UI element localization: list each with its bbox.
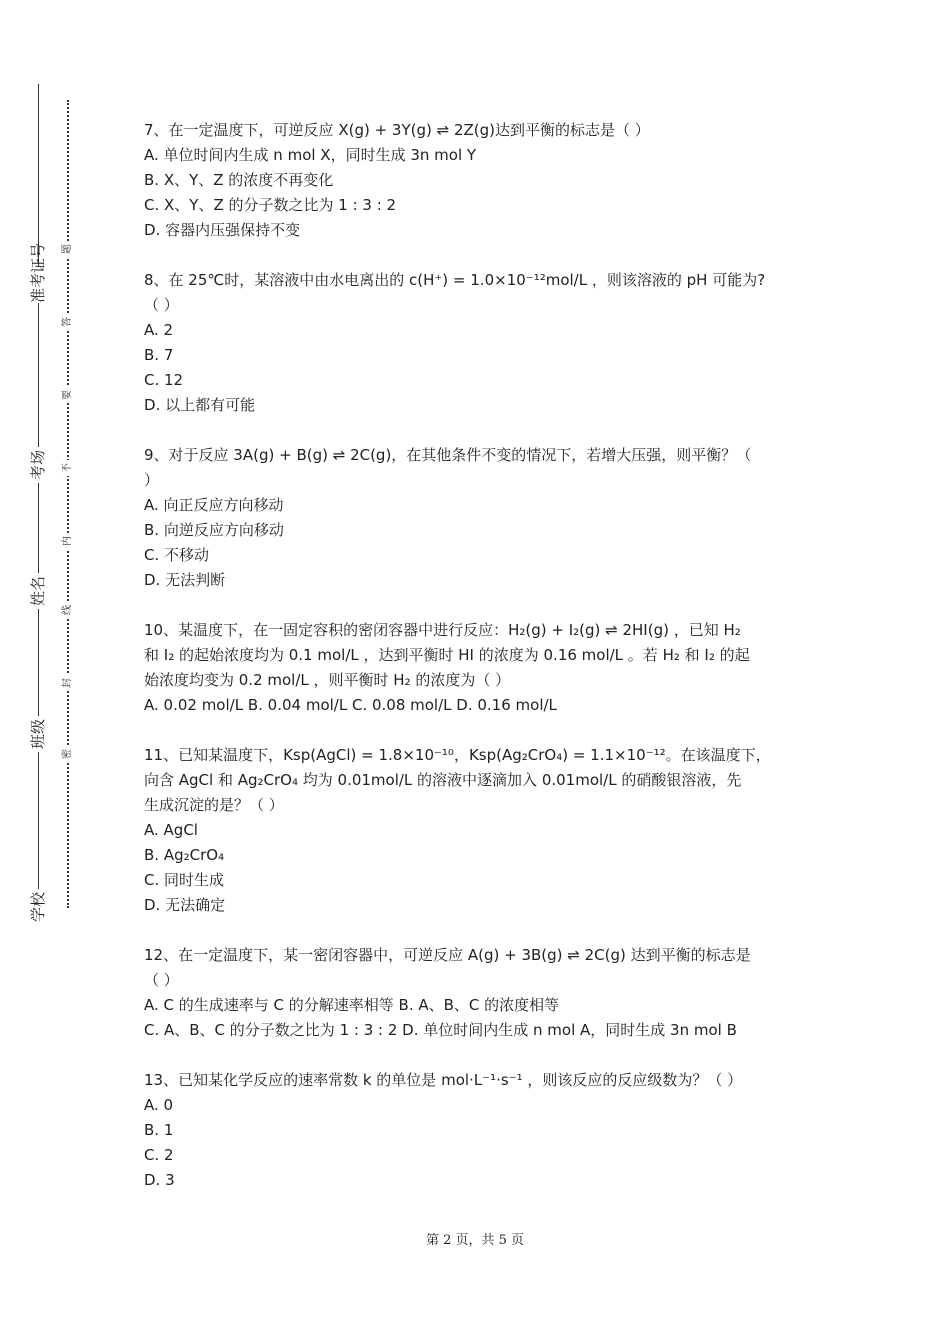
seal-char-8: 密 <box>62 746 74 762</box>
question-stem-cont: （ ） <box>144 296 179 314</box>
option-a: A. 2 <box>144 321 174 339</box>
seal-char-4: 不 <box>62 460 74 476</box>
option-c: C. 2 <box>144 1146 174 1164</box>
option-a: A. 0 <box>144 1096 174 1114</box>
question-9 <box>144 443 816 593</box>
option-b: B. X、Y、Z 的浓度不再变化 <box>144 171 334 189</box>
page-footer: 第 2 页，共 5 页 <box>425 1233 525 1248</box>
name-label: 姓名 <box>29 573 47 609</box>
option-a: A. 向正反应方向移动 <box>144 496 284 514</box>
option-a: A. AgCl <box>144 821 198 839</box>
option-d: D. 3 <box>144 1171 175 1189</box>
question-stem: 7、在一定温度下，可逆反应 X(g) + 3Y(g) ⇌ 2Z(g)达到平衡的标志是（ ） <box>144 121 650 139</box>
option-c: C. 同时生成 <box>144 871 225 889</box>
question-stem-cont: ） <box>144 471 160 489</box>
seal-char-2: 答 <box>62 314 74 330</box>
school-label: 学校 <box>29 889 47 925</box>
question-stem: 12、在一定温度下，某一密闭容器中，可逆反应 A(g) + 3B(g) ⇌ 2C(g) 达到平衡的标志是 <box>144 946 751 964</box>
option-c: C. 不移动 <box>144 546 210 564</box>
question-10 <box>144 618 816 718</box>
question-13 <box>144 1068 816 1193</box>
question-stem-cont: 和 I₂ 的起始浓度均为 0.1 mol/L ，达到平衡时 HI 的浓度为 0.16 mol/L 。若 H₂ 和 I₂ 的起 <box>144 646 750 664</box>
option-d: D. 容器内压强保持不变 <box>144 221 301 239</box>
question-stem: 11、已知某温度下，Ksp(AgCl) = 1.8×10⁻¹⁰，Ksp(Ag₂CrO₄) = 1.1×10⁻¹²。在该温度下， <box>144 746 771 764</box>
question-stem: 10、某温度下，在一固定容积的密闭容器中进行反应：H₂(g) + I₂(g) ⇌ 2HI(g) ，已知 H₂ <box>144 621 741 639</box>
question-stem: 9、对于反应 3A(g) + B(g) ⇌ 2C(g)，在其他条件不变的情况下，若增大压强，则平衡？（ <box>144 446 752 464</box>
option-d: D. 无法判断 <box>144 571 226 589</box>
options-cd: C. A、B、C 的分子数之比为 1 : 3 : 2 D. 单位时间内生成 n mol A，同时生成 3n mol B <box>144 1021 737 1039</box>
seal-char-6: 线 <box>62 602 74 618</box>
question-stem-cont: 向含 AgCl 和 Ag₂CrO₄ 均为 0.01mol/L 的溶液中逐滴加入 0.01mol/L 的硝酸银溶液，先 <box>144 771 742 789</box>
question-stem-cont: 始浓度均变为 0.2 mol/L ，则平衡时 H₂ 的浓度为（ ） <box>144 671 511 689</box>
option-d: D. 无法确定 <box>144 896 226 914</box>
question-12 <box>144 943 816 1043</box>
seal-char-1: 题 <box>62 241 74 257</box>
question-stem-cont: 生成沉淀的是？（ ） <box>144 796 284 814</box>
seal-char-7: 封 <box>62 675 74 691</box>
binding-solid-line <box>38 84 39 922</box>
option-a: A. 单位时间内生成 n mol X，同时生成 3n mol Y <box>144 146 477 164</box>
question-list <box>144 118 816 1218</box>
binding-dotted-line <box>67 100 69 908</box>
seal-char-5: 内 <box>62 533 74 549</box>
options-ab: A. C 的生成速率与 C 的分解速率相等 B. A、B、C 的浓度相等 <box>144 996 560 1014</box>
option-b: B. 7 <box>144 346 174 364</box>
question-stem: 13、已知某化学反应的速率常数 k 的单位是 mol·L⁻¹·s⁻¹ ，则该反应的反应级数为？（ ） <box>144 1071 743 1089</box>
option-b: B. 1 <box>144 1121 174 1139</box>
options-inline: A. 0.02 mol/L B. 0.04 mol/L C. 0.08 mol/L D. 0.16 mol/L <box>144 696 557 714</box>
question-11 <box>144 743 816 918</box>
question-8 <box>144 268 816 418</box>
exam-room-label: 考场 <box>29 447 47 483</box>
question-stem-cont: （ ） <box>144 971 179 989</box>
option-d: D. 以上都有可能 <box>144 396 256 414</box>
question-7 <box>144 118 816 243</box>
option-c: C. 12 <box>144 371 184 389</box>
option-b: B. Ag₂CrO₄ <box>144 846 225 864</box>
option-c: C. X、Y、Z 的分子数之比为 1 : 3 : 2 <box>144 196 397 214</box>
seal-char-3: 要 <box>62 387 74 403</box>
class-label: 班级 <box>29 716 47 752</box>
question-stem: 8、在 25℃时，某溶液中由水电离出的 c(H⁺) = 1.0×10⁻¹²mol/L ，则该溶液的 pH 可能为? <box>144 271 766 289</box>
option-b: B. 向逆反应方向移动 <box>144 521 284 539</box>
exam-id-label: 准考证号 <box>29 242 47 303</box>
